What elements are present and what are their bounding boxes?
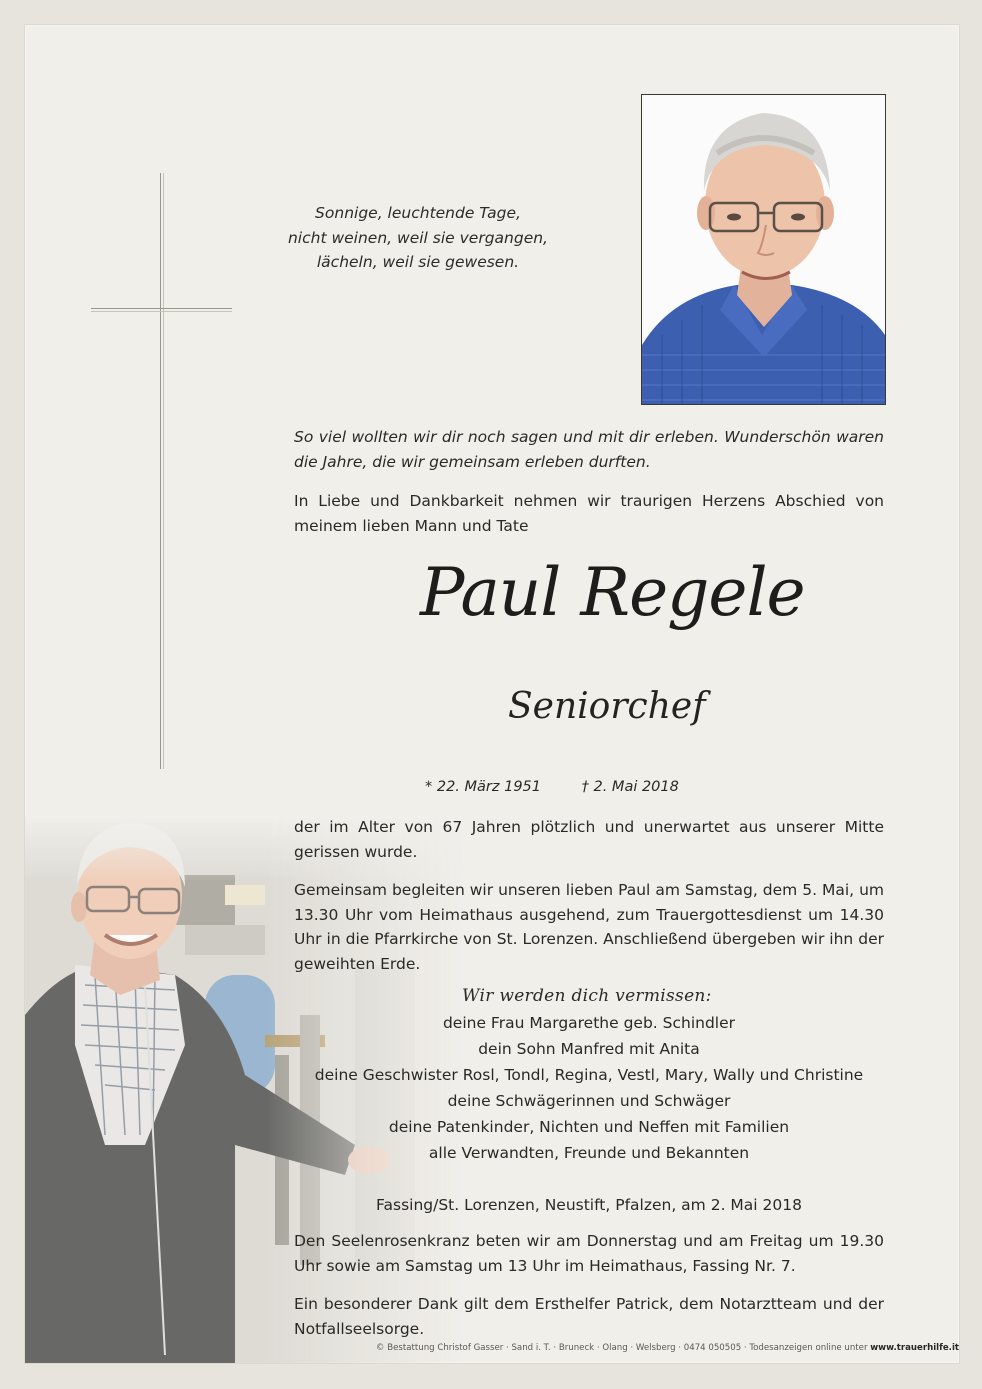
death-notice-paragraph: der im Alter von 67 Jahren plötzlich und unerwartet aus unserer Mitte gerissen wurde. [294,818,884,861]
funeral-paragraph: Gemeinsam begleiten wir unseren lieben Paul am Samstag, dem 5. Mai, um 13.30 Uhr vom Heimathaus ausgehend, zum Trauergottesdienst um 14.30 Uhr in die Pfarrkirche von St. Lorenzen. Anschließend übergeben wir ihn der geweihten Erde. [294,881,884,973]
death-date: † 2. Mai 2018 [581,779,679,795]
mourner-line: dein Sohn Manfred mit Anita [478,1040,700,1058]
cross-vertical-shadow [163,173,164,769]
mourner-line: deine Geschwister Rosl, Tondl, Regina, Vestl, Mary, Wally und Christine [314,1066,864,1084]
deceased-name: Paul Regele [420,554,805,631]
motto-verse [275,201,561,275]
farewell-paragraph: In Liebe und Dankbarkeit nehmen wir traurigen Herzens Abschied von meinem lieben Mann und Tate [294,492,884,535]
mourner-line: deine Patenkinder, Nichten und Neffen mit Familien [388,1118,790,1136]
cross-vertical-line [160,173,161,769]
mourner-line: alle Verwandten, Freunde und Bekannten [428,1144,750,1162]
mourner-line: deine Schwägerinnen und Schwäger [447,1092,731,1110]
cross-horizontal-line [91,308,232,309]
mourner-line: deine Frau Margarethe geb. Schindler [442,1014,736,1032]
motto-line: lächeln, weil sie gewesen. [316,253,520,271]
footer-text: © Bestattung Christof Gasser · Sand i. T. · Bruneck · Olang · Welsberg · 0474 050505 · Todesanzeigen online unter [375,1343,868,1353]
mourners-heading: Wir werden dich vermissen: [462,986,712,1006]
life-dates [425,779,745,795]
footer-link[interactable]: www.trauerhilfe.it [870,1343,959,1353]
thanks-paragraph: Ein besonderer Dank gilt dem Ersthelfer Patrick, dem Notarztteam und der Notfallseelsorge. [294,1295,884,1338]
rosary-paragraph: Den Seelenrosenkranz beten wir am Donnerstag und am Freitag um 19.30 Uhr sowie am Samstag um 13 Uhr im Heimathaus, Fassing Nr. 7. [294,1232,884,1275]
mourners-list [294,1010,884,1166]
portrait-photo [641,94,886,405]
cross-horizontal-shadow [91,311,232,312]
place-and-date: Fassing/St. Lorenzen, Neustift, Pfalzen, am 2. Mai 2018 [376,1196,802,1214]
obituary-card [24,24,960,1364]
birth-date: * 22. März 1951 [425,779,542,795]
motto-line: Sonnige, leuchtende Tage, [315,204,521,222]
motto-line: nicht weinen, weil sie vergangen, [287,228,548,247]
deceased-title: Seniorchef [508,686,706,727]
footer [309,1343,959,1353]
intro-paragraph: So viel wollten wir dir noch sagen und mit dir erleben. Wunderschön waren die Jahre, die wir gemeinsam erleben durften. [294,428,884,471]
